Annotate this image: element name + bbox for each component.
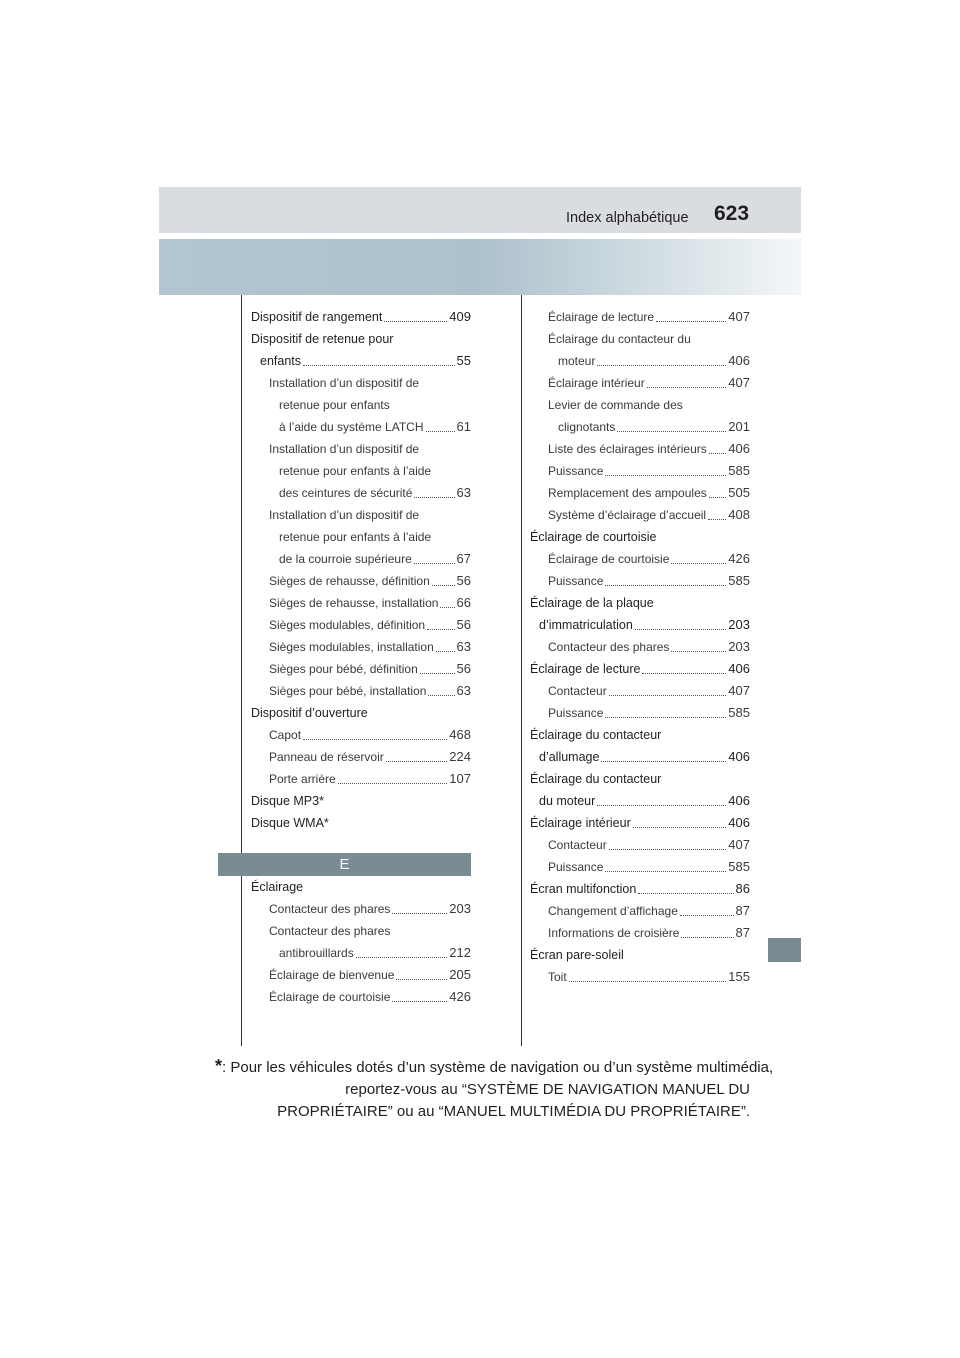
index-entry[interactable]: [251, 942, 471, 964]
index-entry[interactable]: [251, 416, 471, 438]
dot-leader: [432, 585, 455, 586]
index-entry-term: Contacteur des phares: [548, 640, 670, 654]
index-column-right: [530, 306, 750, 988]
index-entry[interactable]: [251, 746, 471, 768]
dot-leader: [656, 321, 726, 322]
footnote-line-2: reportez-vous au “SYSTÈME DE NAVIGATION MANUEL DU: [345, 1081, 750, 1098]
index-entry-term: Éclairage: [251, 880, 304, 894]
index-entry[interactable]: [530, 548, 750, 570]
index-entry[interactable]: [251, 636, 471, 658]
index-entry-page: 585: [728, 573, 750, 588]
index-entry-term: Informations de croisière: [548, 926, 680, 940]
index-entry-term: Éclairage intérieur: [548, 376, 645, 390]
index-entry[interactable]: [251, 460, 471, 482]
index-entry-page: 585: [728, 859, 750, 874]
index-entry-page: 407: [728, 309, 750, 324]
dot-leader: [680, 915, 734, 916]
index-entry[interactable]: [530, 724, 750, 746]
index-entry-term: Installation d’un dispositif de: [269, 508, 420, 522]
index-entry-term: de la courroie supérieure: [279, 552, 412, 566]
section-header-e: E: [218, 853, 471, 876]
index-entry-term: retenue pour enfants à l’aide: [279, 530, 432, 544]
index-entry[interactable]: [251, 790, 471, 812]
index-entry[interactable]: [530, 636, 750, 658]
dot-leader: [414, 563, 455, 564]
index-entry-page: 201: [728, 419, 750, 434]
index-entry-term: Panneau de réservoir: [269, 750, 384, 764]
index-entry[interactable]: [530, 878, 750, 900]
index-entry[interactable]: [530, 372, 750, 394]
index-entry-page: 63: [456, 639, 471, 654]
index-entry-term: Dispositif d’ouverture: [251, 706, 368, 720]
index-entry-term: Puissance: [548, 860, 604, 874]
index-entry-page: 406: [728, 749, 750, 764]
index-entry-page: 63: [456, 683, 471, 698]
index-entry[interactable]: [530, 416, 750, 438]
header-bar: [159, 187, 801, 233]
index-entry-page: 61: [456, 419, 471, 434]
index-entry-term: Éclairage du contacteur du: [548, 332, 691, 346]
index-entry-page: 87: [735, 903, 750, 918]
index-entry-term: Contacteur des phares: [269, 924, 391, 938]
index-entry-page: 407: [728, 375, 750, 390]
index-entry-page: 468: [449, 727, 471, 742]
index-entry-page: 86: [735, 881, 750, 896]
index-entry-term: du moteur: [539, 794, 596, 808]
dot-leader: [681, 937, 733, 938]
index-entry-term: retenue pour enfants: [279, 398, 390, 412]
dot-leader: [609, 695, 727, 696]
index-entry-page: 408: [728, 507, 750, 522]
index-entry-page: 155: [728, 969, 750, 984]
index-entry-page: 56: [456, 573, 471, 588]
index-entry[interactable]: [251, 724, 471, 746]
index-entry-page: 407: [728, 683, 750, 698]
section-side-tab: [768, 938, 801, 962]
index-entry-term: Disque MP3*: [251, 794, 324, 808]
index-entry-term: Disque WMA*: [251, 816, 329, 830]
index-entry-page: 205: [449, 967, 471, 982]
dot-leader: [427, 629, 454, 630]
index-entry-page: 67: [456, 551, 471, 566]
index-entry[interactable]: [530, 504, 750, 526]
dot-leader: [569, 981, 727, 982]
index-entry-term: Éclairage du contacteur: [530, 772, 662, 786]
index-entry[interactable]: [530, 614, 750, 636]
index-entry-term: Éclairage intérieur: [530, 816, 631, 830]
index-entry[interactable]: [251, 614, 471, 636]
index-entry[interactable]: [251, 548, 471, 570]
index-entry[interactable]: [251, 482, 471, 504]
index-entry-page: 224: [449, 749, 471, 764]
index-entry-term: Éclairage de courtoisie: [530, 530, 657, 544]
dot-leader: [356, 957, 448, 958]
index-entry-page: 426: [449, 989, 471, 1004]
index-entry[interactable]: [251, 920, 471, 942]
index-entry[interactable]: [530, 966, 750, 988]
index-entry-term: Puissance: [548, 574, 604, 588]
index-entry-term: Éclairage de lecture: [530, 662, 641, 676]
index-entry[interactable]: [530, 570, 750, 592]
index-entry-term: Éclairage de bienvenue: [269, 968, 395, 982]
index-entry-term: d’immatriculation: [539, 618, 633, 632]
index-entry[interactable]: [251, 680, 471, 702]
index-entry-page: 406: [728, 793, 750, 808]
index-entry[interactable]: [530, 460, 750, 482]
index-entry[interactable]: [251, 526, 471, 548]
middle-column-rule: [521, 295, 522, 1046]
index-entry[interactable]: [530, 768, 750, 790]
index-entry[interactable]: [530, 680, 750, 702]
index-entry-term: Liste des éclairages intérieurs: [548, 442, 707, 456]
index-entry-page: 406: [728, 815, 750, 830]
footnote: [215, 1055, 774, 1123]
index-entry[interactable]: [251, 306, 471, 328]
index-entry-term: Sièges pour bébé, installation: [269, 684, 427, 698]
index-entry-page: 56: [456, 661, 471, 676]
dot-leader: [303, 365, 455, 366]
index-entry[interactable]: [251, 986, 471, 1008]
index-entry-page: 406: [728, 441, 750, 456]
index-entry-term: Puissance: [548, 464, 604, 478]
index-entry-term: Sièges de rehausse, installation: [269, 596, 439, 610]
index-entry[interactable]: [530, 812, 750, 834]
index-entry[interactable]: [251, 372, 471, 394]
dot-leader: [638, 893, 733, 894]
index-entry-page: 87: [735, 925, 750, 940]
index-entry-term: Toit: [548, 970, 567, 984]
index-entry[interactable]: [251, 812, 471, 834]
index-entry[interactable]: [530, 306, 750, 328]
index-entry-term: Sièges pour bébé, définition: [269, 662, 418, 676]
dot-leader: [605, 717, 726, 718]
dot-leader: [671, 563, 726, 564]
index-entry[interactable]: [251, 570, 471, 592]
index-entry-page: 406: [728, 661, 750, 676]
index-entry-page: 407: [728, 837, 750, 852]
index-entry[interactable]: [251, 702, 471, 724]
dot-leader: [436, 651, 455, 652]
index-entry-term: Éclairage de courtoisie: [269, 990, 391, 1004]
index-entry-page: 63: [456, 485, 471, 500]
index-entry-term: Sièges de rehausse, définition: [269, 574, 430, 588]
index-entry[interactable]: [530, 526, 750, 548]
dot-leader: [597, 365, 726, 366]
index-entry-term: Contacteur: [548, 684, 607, 698]
index-entry-term: à l’aide du système LATCH: [279, 420, 424, 434]
dot-leader: [609, 849, 727, 850]
dot-leader: [605, 585, 726, 586]
index-entry-term: Éclairage du contacteur: [530, 728, 662, 742]
index-entry[interactable]: [251, 438, 471, 460]
index-entry[interactable]: [251, 350, 471, 372]
dot-leader: [709, 497, 727, 498]
footnote-line-1: : Pour les véhicules dotés d’un système de navigation ou d’un système multimédia,: [222, 1059, 774, 1076]
index-entry[interactable]: [530, 350, 750, 372]
index-entry[interactable]: [251, 394, 471, 416]
index-entry-page: 505: [728, 485, 750, 500]
index-entry[interactable]: [530, 702, 750, 724]
index-entry-page: 203: [449, 901, 471, 916]
index-entry-page: 585: [728, 705, 750, 720]
index-entry-term: clignotants: [558, 420, 616, 434]
index-column-left: [251, 306, 471, 834]
dot-leader: [414, 497, 454, 498]
index-entry-term: Puissance: [548, 706, 604, 720]
dot-leader: [635, 629, 727, 630]
index-entry-page: 66: [456, 595, 471, 610]
index-entry[interactable]: [530, 394, 750, 416]
index-column-left-e: [251, 876, 471, 1008]
index-entry-term: Installation d’un dispositif de: [269, 442, 420, 456]
footnote-star: *: [215, 1056, 223, 1076]
dot-leader: [338, 783, 448, 784]
index-entry-page: 406: [728, 353, 750, 368]
index-entry-page: 426: [728, 551, 750, 566]
index-entry[interactable]: [251, 898, 471, 920]
index-entry[interactable]: [530, 834, 750, 856]
index-entry-page: 203: [728, 639, 750, 654]
dot-leader: [392, 913, 447, 914]
dot-leader: [440, 607, 454, 608]
dot-leader: [633, 827, 727, 828]
dot-leader: [303, 739, 447, 740]
dot-leader: [426, 431, 455, 432]
index-entry-page: 56: [456, 617, 471, 632]
index-entry-term: Dispositif de rangement: [251, 310, 383, 324]
index-entry-term: Système d’éclairage d’accueil: [548, 508, 707, 522]
index-entry-term: Installation d’un dispositif de: [269, 376, 420, 390]
header-gradient-band: [159, 239, 801, 295]
index-entry[interactable]: [251, 328, 471, 350]
index-entry-term: Écran multifonction: [530, 882, 637, 896]
index-entry[interactable]: [530, 790, 750, 812]
dot-leader: [428, 695, 454, 696]
index-entry-page: 203: [728, 617, 750, 632]
index-entry-page: 409: [449, 309, 471, 324]
index-entry[interactable]: [251, 504, 471, 526]
index-entry-page: 107: [449, 771, 471, 786]
index-entry[interactable]: [530, 944, 750, 966]
dot-leader: [709, 453, 727, 454]
index-entry[interactable]: [530, 328, 750, 350]
dot-leader: [605, 871, 726, 872]
index-entry-term: retenue pour enfants à l’aide: [279, 464, 432, 478]
index-entry-term: antibrouillards: [279, 946, 354, 960]
index-entry-page: 55: [456, 353, 471, 368]
index-entry[interactable]: [530, 856, 750, 878]
index-entry-term: moteur: [558, 354, 596, 368]
index-entry-term: Sièges modulables, définition: [269, 618, 426, 632]
footnote-line-3: PROPRIÉTAIRE” ou au “MANUEL MULTIMÉDIA DU PROPRIÉTAIRE”.: [277, 1103, 750, 1120]
index-entry-term: Éclairage de courtoisie: [548, 552, 670, 566]
index-entry-term: Porte arrière: [269, 772, 336, 786]
index-entry-term: Éclairage de la plaque: [530, 596, 654, 610]
index-entry[interactable]: [251, 768, 471, 790]
index-entry-term: Capot: [269, 728, 302, 742]
index-entry-term: Contacteur: [548, 838, 607, 852]
index-entry[interactable]: [530, 592, 750, 614]
index-entry[interactable]: [530, 746, 750, 768]
index-entry-page: 585: [728, 463, 750, 478]
index-entry-term: Levier de commande des: [548, 398, 683, 412]
dot-leader: [617, 431, 726, 432]
page-title: Index alphabétique: [566, 210, 689, 226]
index-entry-term: Sièges modulables, installation: [269, 640, 434, 654]
dot-leader: [647, 387, 727, 388]
dot-leader: [597, 805, 726, 806]
index-entry-term: des ceintures de sécurité: [279, 486, 413, 500]
index-entry[interactable]: [530, 438, 750, 460]
index-entry-term: Remplacement des ampoules: [548, 486, 707, 500]
index-entry-term: Changement d’affichage: [548, 904, 678, 918]
index-entry-term: Dispositif de retenue pour: [251, 332, 394, 346]
dot-leader: [708, 519, 726, 520]
dot-leader: [384, 321, 447, 322]
dot-leader: [396, 979, 447, 980]
dot-leader: [392, 1001, 447, 1002]
index-entry[interactable]: [530, 922, 750, 944]
dot-leader: [386, 761, 448, 762]
dot-leader: [671, 651, 726, 652]
index-entry-term: Contacteur des phares: [269, 902, 391, 916]
index-entry[interactable]: [251, 876, 471, 898]
index-entry-term: enfants: [260, 354, 302, 368]
page-number: 623: [714, 202, 750, 225]
index-entry-term: d’allumage: [539, 750, 600, 764]
left-column-rule: [241, 295, 242, 1046]
index-entry-term: Écran pare-soleil: [530, 948, 624, 962]
index-entry[interactable]: [530, 658, 750, 680]
index-entry[interactable]: [251, 964, 471, 986]
index-entry-term: Éclairage de lecture: [548, 310, 655, 324]
dot-leader: [642, 673, 726, 674]
index-entry[interactable]: [251, 592, 471, 614]
index-entry[interactable]: [251, 658, 471, 680]
index-entry[interactable]: [530, 900, 750, 922]
index-entry-page: 212: [449, 945, 471, 960]
index-entry[interactable]: [530, 482, 750, 504]
dot-leader: [420, 673, 455, 674]
dot-leader: [601, 761, 726, 762]
dot-leader: [605, 475, 726, 476]
